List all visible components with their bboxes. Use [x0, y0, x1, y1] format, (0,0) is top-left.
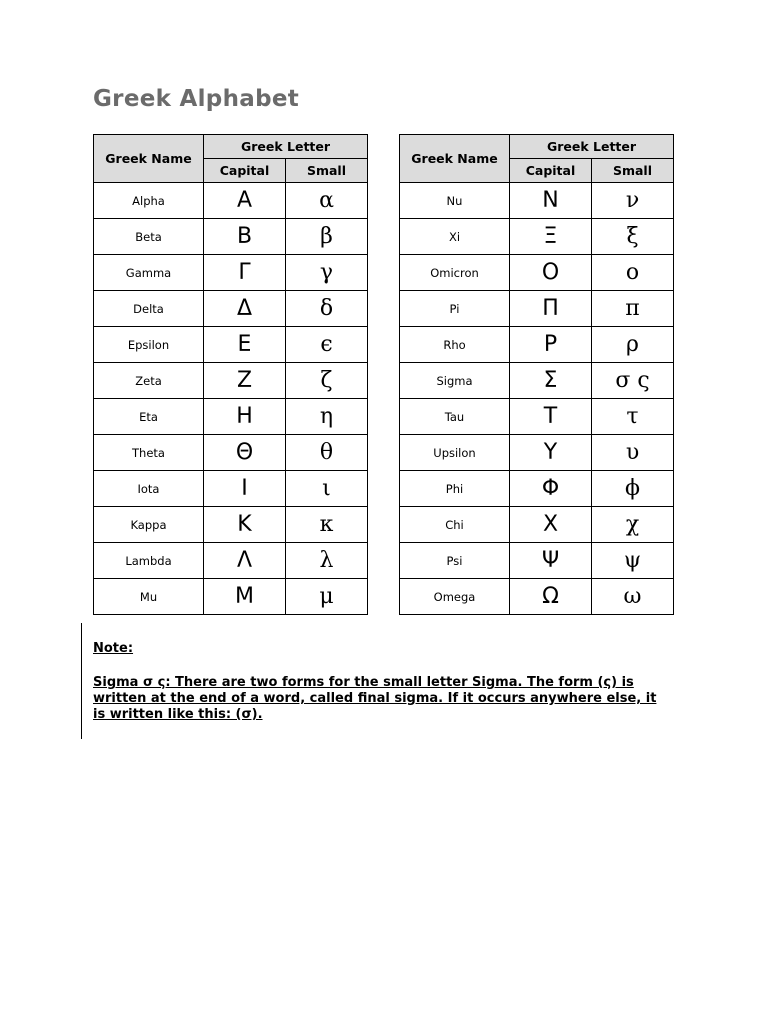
header-small: Small [592, 159, 674, 183]
table-row [400, 435, 674, 471]
table-row [94, 435, 368, 471]
capital-letter: Ξ [510, 219, 592, 255]
table-row [400, 327, 674, 363]
letter-name: Rho [400, 327, 510, 363]
small-letter: σ ς [592, 363, 674, 399]
small-letter: ϵ [286, 327, 368, 363]
header-capital: Capital [510, 159, 592, 183]
capital-letter: Ρ [510, 327, 592, 363]
letter-name: Beta [94, 219, 204, 255]
letter-name: Alpha [94, 183, 204, 219]
greek-alphabet-table-right [399, 134, 674, 615]
capital-letter: Ζ [204, 363, 286, 399]
letter-name: Gamma [94, 255, 204, 291]
small-letter: κ [286, 507, 368, 543]
small-letter: ψ [592, 543, 674, 579]
small-letter: ο [592, 255, 674, 291]
letter-name: Epsilon [94, 327, 204, 363]
capital-letter: Υ [510, 435, 592, 471]
letter-name: Upsilon [400, 435, 510, 471]
header-greek-name: Greek Name [400, 135, 510, 183]
letter-name: Chi [400, 507, 510, 543]
capital-letter: Τ [510, 399, 592, 435]
capital-letter: Β [204, 219, 286, 255]
letter-name: Iota [94, 471, 204, 507]
letter-name: Theta [94, 435, 204, 471]
header-capital: Capital [204, 159, 286, 183]
letter-name: Pi [400, 291, 510, 327]
table-row [400, 399, 674, 435]
small-letter: λ [286, 543, 368, 579]
capital-letter: Ε [204, 327, 286, 363]
capital-letter: Λ [204, 543, 286, 579]
note-section [93, 641, 668, 723]
capital-letter: Φ [510, 471, 592, 507]
letter-name: Omega [400, 579, 510, 615]
capital-letter: Κ [204, 507, 286, 543]
table-row [400, 183, 674, 219]
capital-letter: Μ [204, 579, 286, 615]
header-small: Small [286, 159, 368, 183]
capital-letter: Ν [510, 183, 592, 219]
capital-letter: Ι [204, 471, 286, 507]
small-letter: π [592, 291, 674, 327]
small-letter: ϕ [592, 471, 674, 507]
table-row [400, 507, 674, 543]
capital-letter: Ω [510, 579, 592, 615]
letter-name: Omicron [400, 255, 510, 291]
small-letter: θ [286, 435, 368, 471]
letter-name: Kappa [94, 507, 204, 543]
header-greek-letter: Greek Letter [204, 135, 368, 159]
note-text: Sigma σ ς: There are two forms for the small letter Sigma. The form (ς) is written at the end of a word, called final sigma. If it occurs anywhere else, it is written like this: (σ). [93, 675, 657, 722]
letter-name: Nu [400, 183, 510, 219]
table-row [94, 399, 368, 435]
capital-letter: Χ [510, 507, 592, 543]
table-row [400, 579, 674, 615]
letter-name: Mu [94, 579, 204, 615]
capital-letter: Α [204, 183, 286, 219]
letter-name: Psi [400, 543, 510, 579]
greek-alphabet-table-left [93, 134, 368, 615]
small-letter: ξ [592, 219, 674, 255]
table-row [94, 219, 368, 255]
table-row [94, 255, 368, 291]
small-letter: ω [592, 579, 674, 615]
letter-name: Lambda [94, 543, 204, 579]
capital-letter: Σ [510, 363, 592, 399]
table-row [94, 327, 368, 363]
table-row [400, 363, 674, 399]
small-letter: μ [286, 579, 368, 615]
letter-name: Phi [400, 471, 510, 507]
letter-name: Xi [400, 219, 510, 255]
table-row [400, 219, 674, 255]
small-letter: ζ [286, 363, 368, 399]
small-letter: υ [592, 435, 674, 471]
small-letter: β [286, 219, 368, 255]
small-letter: τ [592, 399, 674, 435]
note-margin-line [81, 623, 82, 739]
small-letter: ι [286, 471, 368, 507]
letter-name: Tau [400, 399, 510, 435]
capital-letter: Π [510, 291, 592, 327]
table-row [94, 363, 368, 399]
capital-letter: Θ [204, 435, 286, 471]
table-row [94, 183, 368, 219]
small-letter: χ [592, 507, 674, 543]
table-row [94, 471, 368, 507]
table-row [94, 507, 368, 543]
small-letter: η [286, 399, 368, 435]
small-letter: γ [286, 255, 368, 291]
table-row [94, 579, 368, 615]
table-row [400, 471, 674, 507]
small-letter: δ [286, 291, 368, 327]
table-row [400, 255, 674, 291]
letter-name: Eta [94, 399, 204, 435]
note-heading: Note: [93, 641, 134, 656]
table-row [400, 543, 674, 579]
page-title: Greek Alphabet [93, 86, 300, 112]
small-letter: α [286, 183, 368, 219]
capital-letter: Γ [204, 255, 286, 291]
table-row [94, 291, 368, 327]
capital-letter: Δ [204, 291, 286, 327]
capital-letter: Ο [510, 255, 592, 291]
capital-letter: Ψ [510, 543, 592, 579]
table-row [94, 543, 368, 579]
letter-name: Sigma [400, 363, 510, 399]
header-greek-letter: Greek Letter [510, 135, 674, 159]
header-greek-name: Greek Name [94, 135, 204, 183]
letter-name: Zeta [94, 363, 204, 399]
letter-name: Delta [94, 291, 204, 327]
small-letter: ρ [592, 327, 674, 363]
table-row [400, 291, 674, 327]
capital-letter: Η [204, 399, 286, 435]
small-letter: ν [592, 183, 674, 219]
